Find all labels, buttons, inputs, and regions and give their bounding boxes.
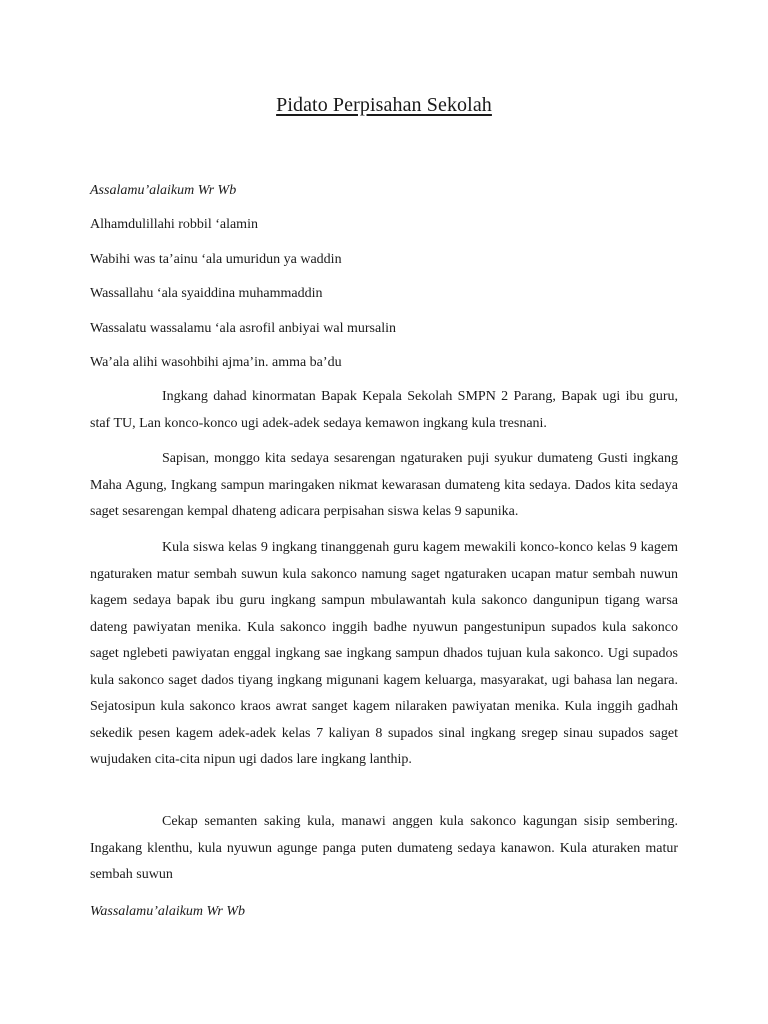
greeting-line: Wassalatu wassalamu ‘ala asrofil anbiyai wal mursalin [90,321,396,336]
body-paragraph: Kula siswa kelas 9 ingkang tinanggenah guru kagem mewakili konco-konco kelas 9 kagem ngaturaken matur sembah suwun kula sakonco namung saget ngaturaken ucapan matur sembah nuwun kagem sedaya bapak ibu guru ingkang sampun mbulawantah kula sakonco dangunipun tigang warsa dateng pawiyatan menika. Kula sakonco inggih badhe nyuwun pangestunipun supados kula sakonco saget nglebeti pawiyatan enggal ingkang sae ingkang sampun dhados tujuan kula sakonco. Ugi supados kula sakonco saget dados tiyang ingkang migunani kagem keluarga, masyarakat, ugi bahasa lan negara. Sejatosipun kula sakonco kraos awrat sanget kagem nilaraken pawiyatan menika. Kula inggih gadhah sekedik pesen kagem adek-adek kelas 7 kaliyan 8 supados sinal ingkang sregep sinau supados saget wujudaken cita-cita nipun ugi dados lare ingkang lanthip. [90,540,678,767]
closing-salutation: Wassalamu’alaikum Wr Wb [90,904,246,919]
document-title: Pidato Perpisahan Sekolah [276,94,492,116]
body-paragraph: Cekap semanten saking kula, manawi anggen kula sakonco kagungan sisip sembering. Ingakang klenthu, kula nyuwun agunge panga puten dumateng sedaya kanawon. Kula aturaken matur sembah suwun [90,814,678,882]
greeting-line: Alhamdulillahi robbil ‘alamin [90,217,258,232]
greeting-line: Wabihi was ta’ainu ‘ala umuridun ya waddin [90,252,342,267]
body-paragraph: Sapisan, monggo kita sedaya sesarengan ngaturaken puji syukur dumateng Gusti ingkang Maha Agung, Ingkang sampun maringaken nikmat kewarasan dumateng kita sedaya. Dados kita sedaya saget sesarengan kempal dhateng adicara perpisahan siswa kelas 9 sapunika. [90,451,678,519]
body-paragraph: Ingkang dahad kinormatan Bapak Kepala Sekolah SMPN 2 Parang, Bapak ugi ibu guru, staf TU, Lan konco-konco ugi adek-adek sedaya kemawon ingkang kula tresnani. [90,389,678,431]
greeting-line: Wa’ala alihi wasohbihi ajma’in. amma ba’du [90,355,342,370]
greeting-line: Wassallahu ‘ala syaiddina muhammaddin [90,286,323,301]
opening-salutation: Assalamu’alaikum Wr Wb [90,183,237,198]
